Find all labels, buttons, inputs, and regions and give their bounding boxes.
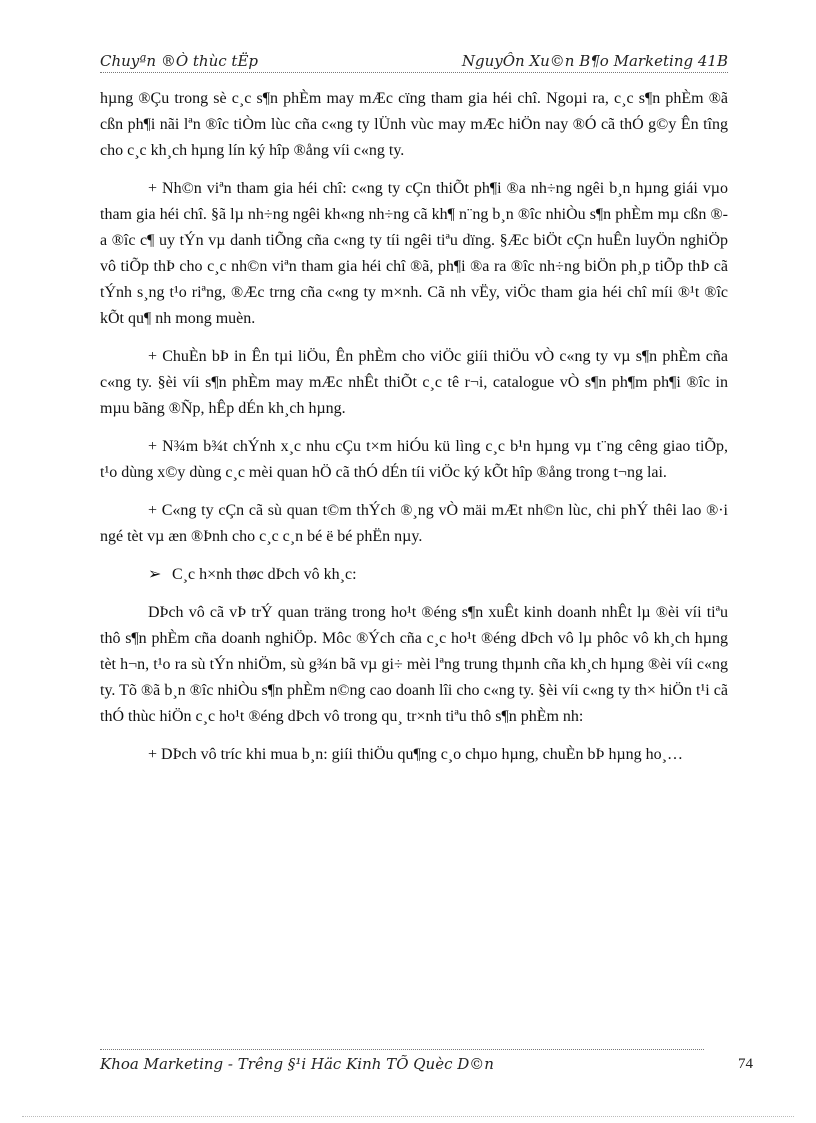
- header-author: NguyÔn Xu©n B¶o Marketing 41B: [461, 52, 728, 70]
- bullet-text: C¸c h×nh thøc dÞch vô kh¸c:: [172, 566, 357, 583]
- page-header: [100, 50, 728, 73]
- footer-divider: [100, 1049, 704, 1050]
- paragraph: + Nh©n viªn tham gia héi chî: c«ng ty cÇn thiÕt ph¶i ®a nh÷ng ngêi b¸n hµng giái vµo tham gia héi chî. §ã lµ nh÷ng ngêi kh«ng nh÷ng cã kh¶ n¨ng b¸n ®îc nhiÒu s¶n phÈm mµ cßn ®a ®îc c¶ uy tÝn vµ danh tiÕng cña c«ng ty tíi ngêi tiªu dïng. §Æc biÖt cÇn huÊn luyÖn nghiÖp vô tiÕp thÞ cho c¸c nh©n viªn tham gia héi chî ®ã, ph¶i ®a ra ®îc nh÷ng biÖn ph¸p tiÕp thÞ cã tÝnh s¸ng t¹o riªng, ®Æc trng cña c«ng ty m×nh. Cã nh vËy, viÖc tham gia héi chî míi ®¹t ®îc kÕt qu¶ nh mong muèn.: [100, 180, 728, 327]
- paragraph: DÞch vô cã vÞ trÝ quan träng trong ho¹t ®éng s¶n xuÊt kinh doanh nhÊt lµ ®èi víi tiªu thô s¶n phÈm cña doanh nghiÖp. Môc ®Ých cña c¸c ho¹t ®éng dÞch vô lµ phôc vô kh¸ch hµng tèt h¬n, t¹o ra sù tÝn nhiÖm, sù g¾n bã vµ gi÷ mèi lªng trung thµnh cña kh¸ch hµng ®èi víi c«ng ty. Tõ ®ã b¸n ®îc nhiÒu s¶n phÈm n©ng cao doanh lîi cho c«ng ty. §èi víi c«ng ty th× hiÖn t¹i cã thÓ thùc hiÖn c¸c ho¹t ®éng dÞch vô trong qu¸ tr×nh tiªu thô s¶n phÈm nh:: [100, 604, 728, 725]
- header-title: Chuyªn ®Ò thùc tËp: [100, 52, 258, 70]
- page-number: 74: [738, 1056, 753, 1072]
- bullet-item: [100, 562, 728, 588]
- arrow-bullet-icon: ➢: [148, 566, 162, 583]
- document-body: [100, 86, 728, 780]
- page-edge-divider: [22, 1116, 794, 1117]
- paragraph: hµng ®Çu trong sè c¸c s¶n phÈm may mÆc cïng tham gia héi chî. Ngoµi ra, c¸c s¶n phÈm ®ã cßn ph¶i nãi lªn ®îc tiÒm lùc cña c«ng ty lÜnh vùc may mÆc hiÖn nay ®Ó cã thÓ g©y Ên tîng cho c¸c kh¸ch hµng lín ký hîp ®ång víi c«ng ty.: [100, 90, 728, 159]
- paragraph: + C«ng ty cÇn cã sù quan t©m thÝch ®¸ng vÒ mäi mÆt nh©n lùc, chi phÝ thêi lao ®·i ngé tèt vµ æn ®Þnh cho c¸c c¸n bé ë bé phËn nµy.: [100, 502, 728, 545]
- footer-text: Khoa Marketing - Trêng §¹i Häc Kinh TÕ Quèc D©n: [100, 1055, 494, 1073]
- paragraph: + N¾m b¾t chÝnh x¸c nhu cÇu t×m hiÓu kü lìng c¸c b¹n hµng vµ t¨ng cêng giao tiÕp, t¹o dùng x©y dùng c¸c mèi quan hÖ cã thÓ dÉn tíi viÖc ký kÕt hîp ®ång trong t¬ng lai.: [100, 438, 728, 481]
- paragraph: + ChuÈn bÞ in Ên tµi liÖu, Ên phÈm cho viÖc giíi thiÖu vÒ c«ng ty vµ s¶n phÈm cña c«ng ty. §èi víi s¶n phÈm may mÆc nhÊt thiÕt c¸c tê r¬i, catalogue vÒ s¶n ph¶m ph¶i ®îc in mµu bãng ®Ñp, hÊp dÉn kh¸ch hµng.: [100, 348, 728, 417]
- paragraph: + DÞch vô tríc khi mua b¸n: giíi thiÖu qu¶ng c¸o chµo hµng, chuÈn bÞ hµng ho¸…: [148, 746, 683, 763]
